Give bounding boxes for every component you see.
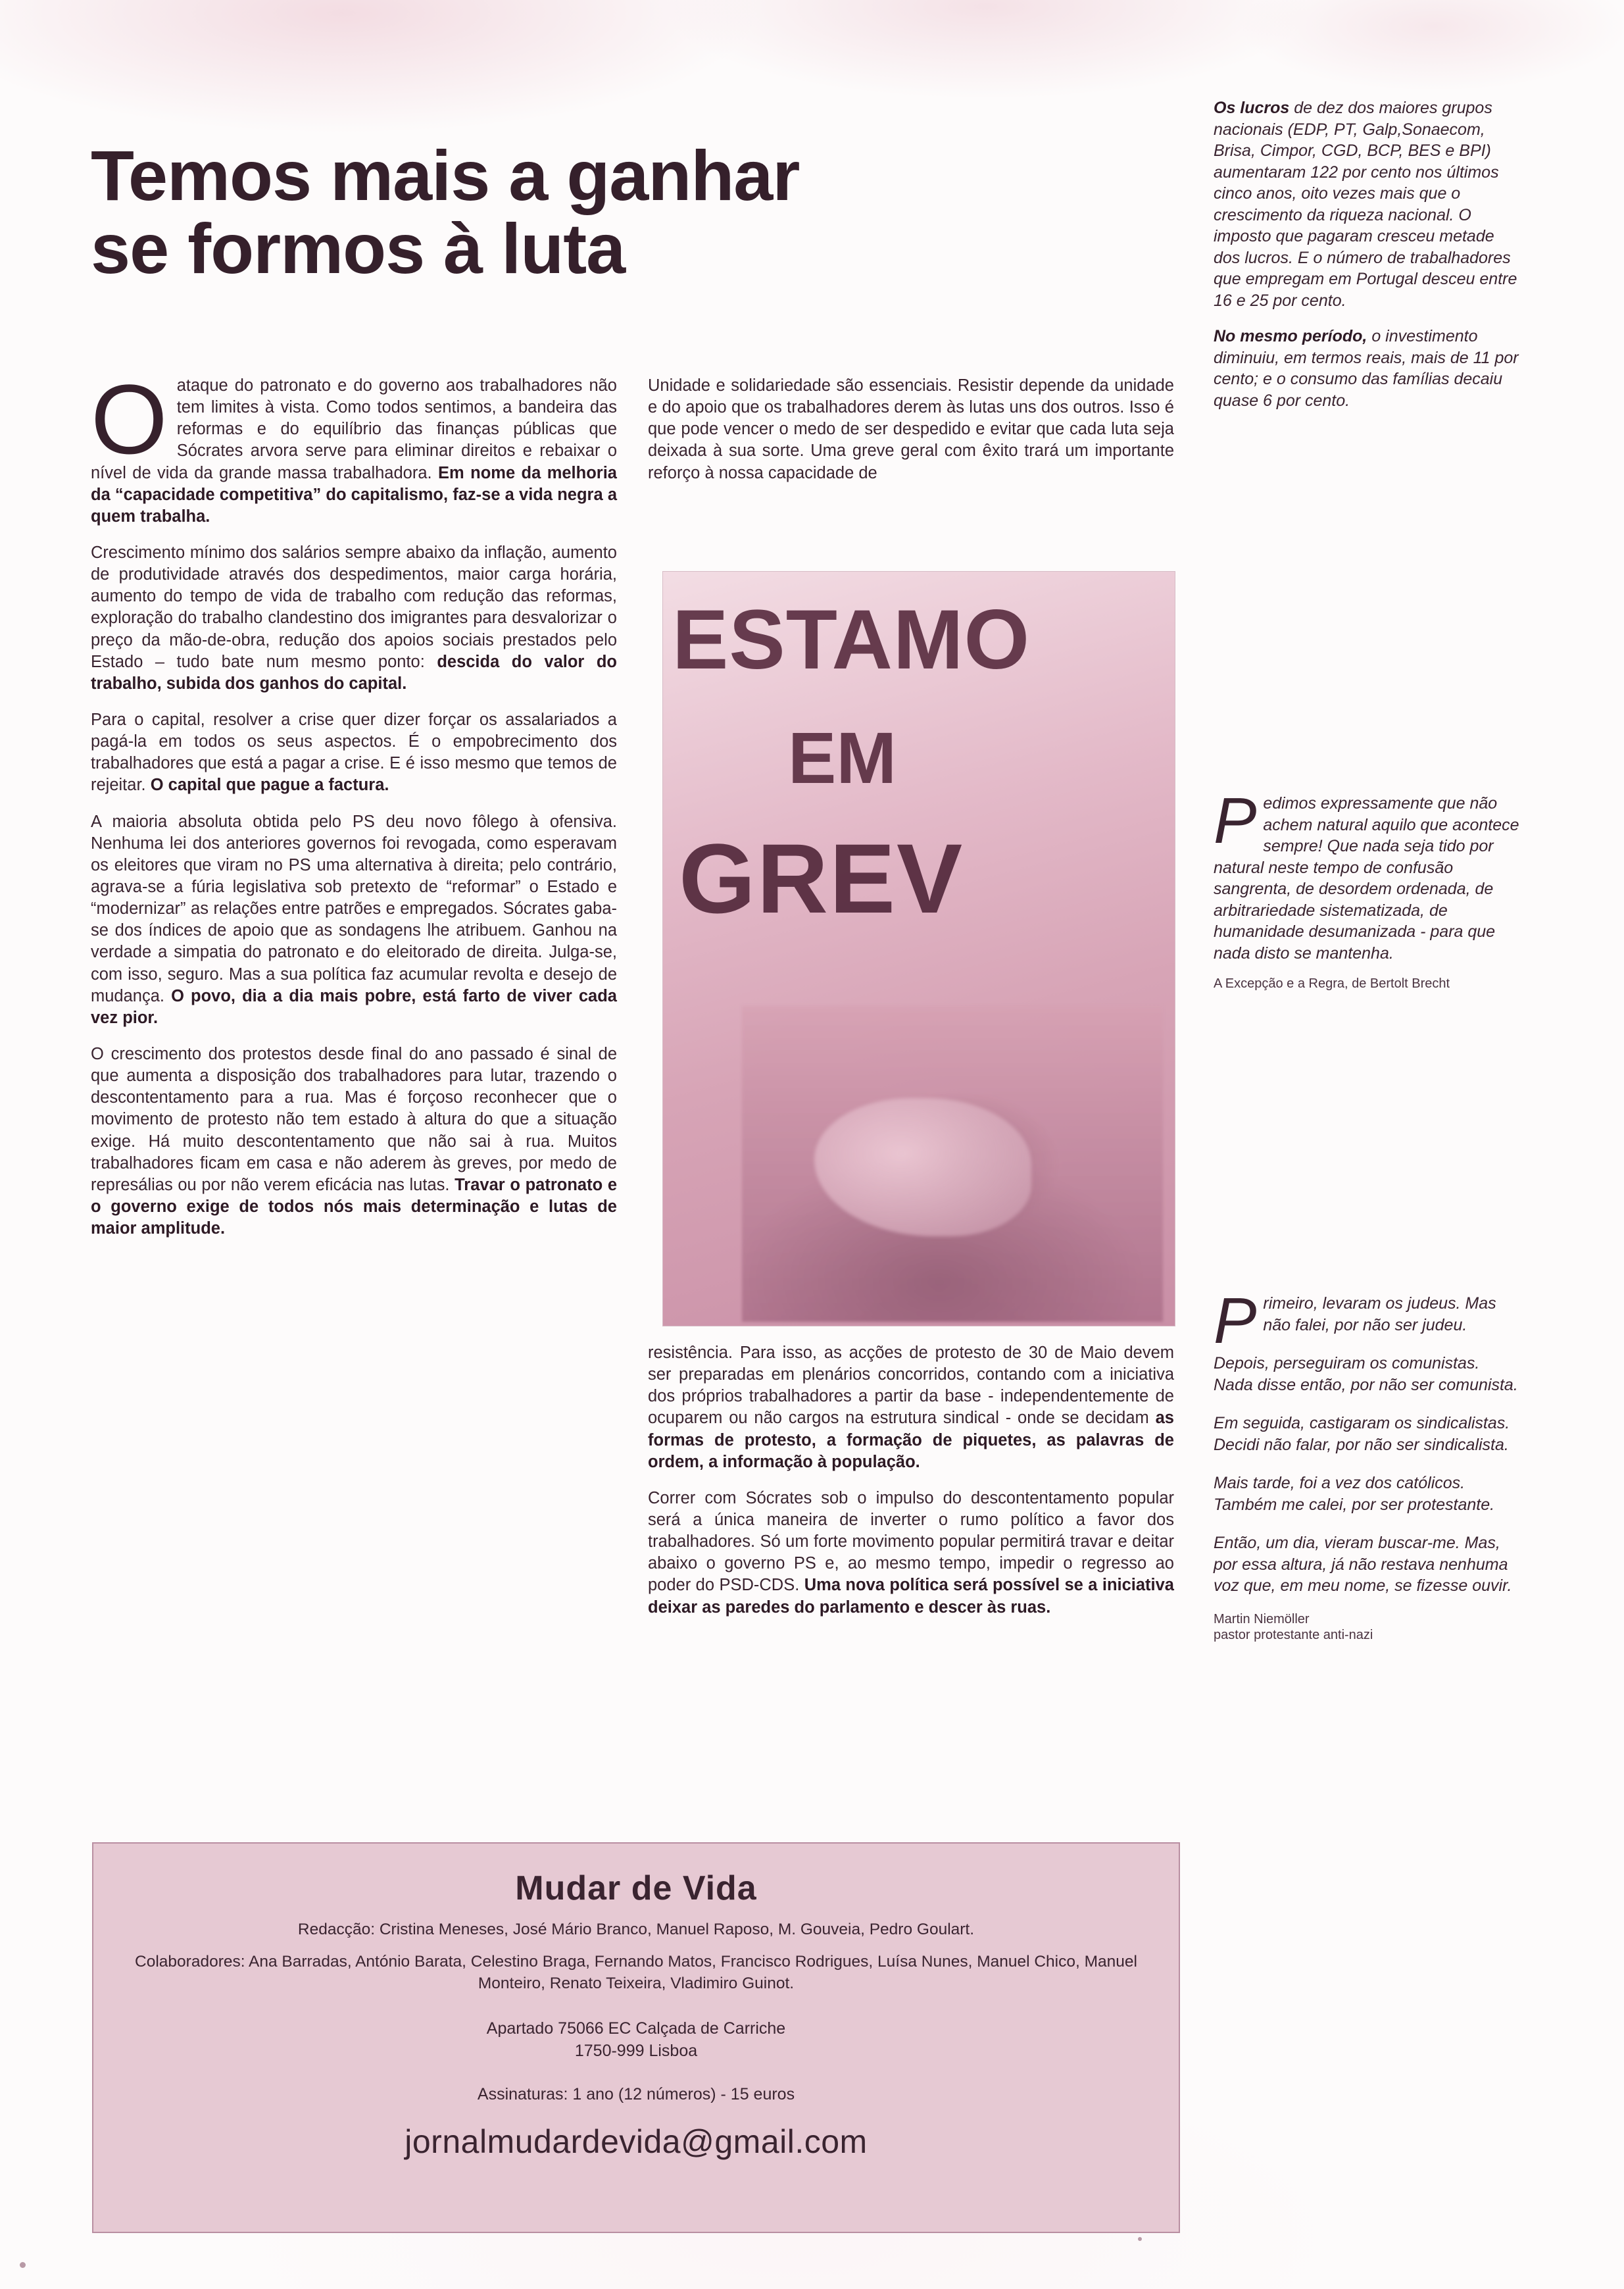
- editors-line: Redacção: Cristina Meneses, José Mário Branco, Manuel Raposo, M. Gouveia, Pedro Goulart.: [297, 1921, 975, 1938]
- paragraph-text: ataque do patronato e do governo aos trabalhadores não tem limites à vista. Como todos sentimos, a bandeira das reformas e do equilíbrio das finanças públicas que Sócrates arvora serve para eliminar direitos e rebaixar o nível de vida da grande massa trabalhadora.: [91, 376, 617, 482]
- paragraph-text: A maioria absoluta obtida pelo PS deu novo fôlego à ofensiva. Nenhuma lei dos anteriores governos foi revogada, como esperavam os eleitores que viram no PS uma alternativa à direita; pelo contrário, agrava-se a fúria legislativa sob pretexto de “reformar” o Estado e “modernizar” as relações entre patrões e empregados. Sócrates gaba-se dos índices de apoio que as sondagens lhe atribuem. Ganhou na verdade a simpatia do patronato e do eleitorado de direita. Julga-se, com isso, seguro. Mas a sua política faz acumular revolta e desejo de mudança.: [91, 812, 617, 1005]
- quote-credit: [1214, 1611, 1523, 1644]
- drop-cap: P: [1214, 784, 1257, 857]
- poem-text: rimeiro, levaram os judeus. Mas não falei, por não ser judeu.: [1263, 1294, 1496, 1334]
- article-paragraph: [91, 811, 617, 1029]
- sidebar-quote-niemoller: [1214, 1284, 1523, 1643]
- paragraph-emphasis: Travar o patronato e o governo exige de todos nós mais determinação e lutas de maior amplitude.: [91, 1175, 618, 1238]
- paragraph-emphasis: Em nome da melhoria da “capacidade competitiva” do capitalismo, faz-se a vida negra a quem trabalha.: [91, 463, 617, 526]
- sidebar-quote-brecht: [1214, 784, 1523, 992]
- poem-stanza: Depois, perseguiram os comunistas. Nada disse então, por não ser comunista.: [1214, 1354, 1518, 1394]
- article-paragraph: [91, 1044, 617, 1240]
- headline-line-1: Temos mais a ganhar: [91, 136, 800, 216]
- paragraph-emphasis: O povo, dia a dia mais pobre, está farto de viver cada vez pior.: [91, 986, 617, 1027]
- sidebar-lead-in: No mesmo período,: [1214, 327, 1367, 345]
- sidebar-stats-block: [1214, 97, 1523, 426]
- sidebar-text: o investimento diminuiu, em termos reais, mais de 11 por cento; e o consumo das famílias decaiu quase 6 por cento.: [1214, 327, 1519, 410]
- headline-line-2: se formos à luta: [91, 208, 626, 288]
- photo-banner-line-1: ESTAMO: [672, 593, 1031, 687]
- paragraph-emphasis: descida do valor do trabalho, subida dos ganhos do capital.: [91, 652, 617, 693]
- article-paragraph: [91, 709, 617, 797]
- contact-email[interactable]: jornalmudardevida@gmail.com: [405, 2123, 868, 2160]
- subscriptions-line: Assinaturas: 1 ano (12 números) - 15 euros: [477, 2084, 795, 2103]
- publication-title: Mudar de Vida: [515, 1869, 757, 1907]
- paragraph-text: Crescimento mínimo dos salários sempre abaixo da inflação, aumento de produtividade através dos despedimentos, maior carga horária, aumento do tempo de vida de trabalho com redução das reformas, exploração do trabalho clandestino dos imigrantes para desvalorizar o preço da mão-de-obra, redução dos apoios sociais prestados pelo Estado – tudo bate num mesmo ponto:: [91, 543, 617, 671]
- poem-stanza: [1214, 1284, 1523, 1357]
- photo-banner-line-3: GREV: [679, 823, 964, 934]
- quote-credit-name: Martin Niemöller: [1214, 1611, 1310, 1626]
- paragraph-emphasis: as formas de protesto, a formação de piquetes, as palavras de ordem, a informação à população.: [648, 1409, 1174, 1471]
- article-paragraph: [91, 364, 617, 528]
- article-paragraph: [648, 1342, 1174, 1473]
- article-paragraph: Unidade e solidariedade são essenciais. Resistir depende da unidade e do apoio que os trabalhadores derem às lutas uns dos outros. Isso é que pode vencer o medo de ser despedido e evitar que cada luta seja deixada à sua sorte. Uma greve geral com êxito trará um importante reforço à nossa capacidade de: [648, 376, 1174, 482]
- photo-banner-line-2: EM: [788, 718, 897, 799]
- paragraph-emphasis: O capital que pague a factura.: [150, 776, 389, 795]
- article-column-left: [91, 364, 618, 1254]
- poem-stanza: Mais tarde, foi a vez dos católicos. Também me calei, por ser protestante.: [1214, 1474, 1495, 1514]
- drop-cap: O: [91, 364, 168, 474]
- collaborators-line: Colaboradores: Ana Barradas, António Barata, Celestino Braga, Fernando Matos, Francisco Rodrigues, Luísa Nunes, Manuel Chico, Manuel Monteiro, Renato Teixeira, Vladimiro Guinot.: [135, 1953, 1137, 1993]
- article-paragraph: [648, 1488, 1174, 1619]
- sidebar-text: edimos expressamente que não achem natural aquilo que acontece sempre! Que nada seja tido por natural neste tempo de confusão sangrenta, de desordem ordenada, de arbitrariedade sistematizada, de humanidade desumanizada - para que nada disto se mantenha.: [1214, 794, 1519, 963]
- quote-credit: A Excepção e a Regra, de Bertolt Brecht: [1214, 976, 1450, 991]
- drop-cap: P: [1214, 1284, 1257, 1357]
- sidebar-paragraph: [1214, 784, 1523, 964]
- poem-stanza: Então, um dia, vieram buscar-me. Mas, por essa altura, já não restava nenhuma voz que, em meu nome, se fizesse ouvir.: [1214, 1534, 1512, 1595]
- masthead-box: [92, 1842, 1180, 2233]
- quote-credit-role: pastor protestante anti-nazi: [1214, 1627, 1373, 1642]
- page-title: [91, 136, 1143, 288]
- paragraph-text: O crescimento dos protestos desde final do ano passado é sinal de que aumenta a disposição dos trabalhadores para lutar, trazendo o descontentamento para a rua. Mas é forçoso reconhecer que o movimento de protesto não tem estado à altura do que a situação exige. Há muito descontentamento que não sai à rua. Muitos trabalhadores ficam em casa e não aderem às greves, por medo de represálias ou por não verem eficácia nas lutas.: [91, 1044, 617, 1194]
- article-column-right-top: [648, 375, 1174, 499]
- sidebar-lead-in: Os lucros: [1214, 99, 1290, 117]
- paragraph-text: Correr com Sócrates sob o impulso do descontentamento popular será a única maneira de inverter o rumo político a favor dos trabalhadores. Só um forte movimento popular permitirá travar e deitar abaixo o governo PS e, ao mesmo tempo, impedir o regresso ao poder do PSD-CDS.: [648, 1488, 1174, 1595]
- strike-photo: [662, 571, 1175, 1326]
- sidebar-text: de dez dos maiores grupos nacionais (EDP, PT, Galp,Sonaecom, Brisa, Cimpor, CGD, BCP, BES e BPI) aumentaram 122 por cento nos últimos cinco anos, oito vezes mais que o crescimento da riqueza nacional. O imposto que pagaram cresceu metade dos lucros. E o número de trabalhadores que empregam em Portugal desceu entre 16 e 25 por cento.: [1214, 99, 1517, 310]
- address-line-1: Apartado 75066 EC Calçada de Carriche: [486, 2019, 786, 2038]
- scan-speck: [1138, 2237, 1142, 2241]
- article-column-right-bottom: [648, 1342, 1174, 1633]
- paragraph-text: resistência. Para isso, as acções de protesto de 30 de Maio devem ser preparadas em plenários concorridos, contando com a iniciativa dos próprios trabalhadores a partir da base - independentemente de ocuparem ou não cargos na estrutura sindical - onde se decidam: [648, 1344, 1174, 1428]
- sidebar-paragraph: [1214, 326, 1523, 411]
- poem-stanza: Em seguida, castigaram os sindicalistas. Decidi não falar, por não ser sindicalista.: [1214, 1414, 1510, 1454]
- paragraph-text: Para o capital, resolver a crise quer dizer forçar os assalariados a pagá-la em todos os seus aspectos. É o empobrecimento dos trabalhadores que está a pagar a crise. E é isso mesmo que temos de rejeitar.: [91, 710, 617, 795]
- scan-speck: [20, 2262, 26, 2268]
- address-line-2: 1750-999 Lisboa: [574, 2041, 698, 2060]
- sidebar-paragraph: [1214, 97, 1523, 311]
- paragraph-emphasis: Uma nova política será possível se a iniciativa deixar as paredes do parlamento e descer às ruas.: [648, 1576, 1174, 1617]
- article-paragraph: [91, 542, 617, 695]
